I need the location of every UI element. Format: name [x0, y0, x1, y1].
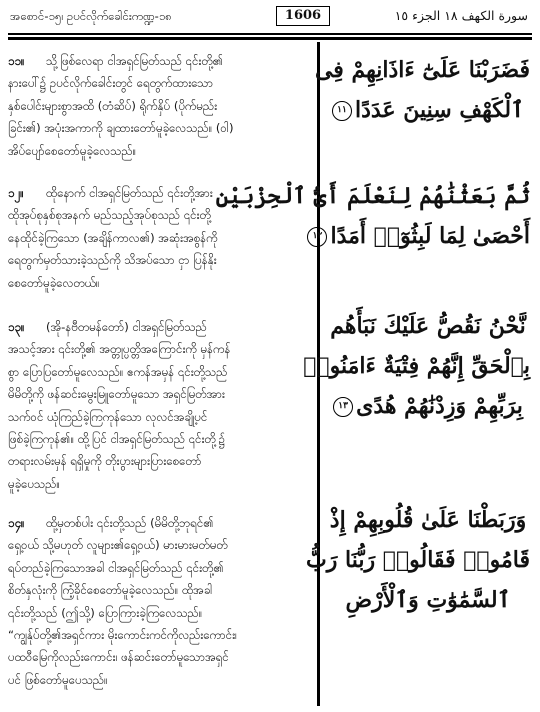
verse-12-text-1: ထိုနောက် ငါအရှင်မြတ်သည် ၎င်းတို့အား	[46, 186, 213, 200]
verse-14-line-3: ရပ်တည်ခဲ့ကြသောအခါ ငါအရှင်မြတ်သည် ၎င်းတို့၏	[8, 560, 224, 575]
verse-14-translation	[8, 512, 310, 691]
verse-14-text-1: ထို့မှတစ်ပါး ၎င်းတို့သည် (မိမိတို့ဘုရင်၏	[46, 516, 214, 530]
verse-12-line-3: နေထိုင်ခဲ့ကြသော (အချိန်ကာလ၏) အဆုံးအစွန်ကို	[8, 230, 218, 245]
verse-12-line-4: ရေတွက်မှတ်သားခဲ့သည်ကို သိအပ်သော ငှာ ပြန်နိုး	[8, 253, 217, 268]
verse-14-line-1	[8, 512, 310, 534]
verse-12-line-2: ထိုအုပ်စုနှစ်စုအနက် မည်သည့်အုပ်စုသည် ၎င်းတို့	[8, 208, 211, 223]
verse-11-line-2: နားပေါ်၌ ဥပင်လိုက်ခေါင်းတွင် ရေတွက်ထားသော	[8, 76, 214, 91]
verse-11-arabic-line-2	[326, 90, 530, 130]
verse-11-arabic	[314, 50, 530, 130]
verse-11-line-3: နှစ်ပေါင်းများစွာအထိ (တံဆိပ်) ရိုက်နှိပ် (ပိုက်မည်း	[8, 98, 218, 113]
verse-12-arabic-text-2: أَحْصَىٰ لِمَا لَبِثُوٓا۟ أَمَدًا	[330, 223, 530, 249]
verse-14-line-4: စိတ်နှလုံးကို ကြံ့ခိုင်စေတော်မူခဲ့လေသည်။ ထိုအခါ	[8, 583, 213, 598]
verse-11-translation	[8, 50, 310, 162]
header-chapter-info: အစောင်-၁၅၊ ဥပင်လိုက်ခေါင်းကဏ္ဍ-၁၈	[10, 9, 172, 23]
verse-12-arabic-line-2	[312, 216, 530, 256]
verse-11-text-1: သို့ဖြစ်လေရာ ငါအရှင်မြတ်သည် ၎င်းတို့၏	[46, 54, 224, 68]
ayah-marker-11: ١١	[332, 101, 352, 121]
verse-14-line-2: ရှေ့ဝယ် သို့မဟုတ် လူများ၏ရှေ့ဝယ်) မားမားမတ်မတ်	[8, 538, 228, 553]
verse-13-line-2: အသင့်အား ၎င်းတို့၏ အတ္တုပ္ပတ္တိအကြောင်းကို မှန်ကန်	[8, 342, 231, 357]
verse-11-arabic-line-1: فَضَرَبْنَا عَلَىٰٓ ءَاذَانِهِمْ فِى	[314, 57, 530, 83]
page-number: 1606	[276, 6, 330, 26]
header-rule-bottom	[8, 37, 532, 40]
verse-12-arabic	[215, 176, 530, 256]
verse-14-line-7: ပထဝီမြေကိုလည်းကောင်း၊ ဖန်ဆင်းတော်မူသောအရှင်	[8, 650, 229, 665]
verse-13-arabic-text-3: بِرَبِّهِمْ وَزِدْنَٰهُمْ هُدًى	[356, 393, 523, 419]
verse-13-line-7: တရားလမ်းမှန် ရရှိမှုကို တိုးပွားများပြားစေတော်	[8, 454, 202, 469]
ayah-marker-13: ١٣	[333, 397, 353, 417]
page-header	[8, 6, 532, 28]
verse-13-arabic	[303, 306, 530, 426]
verse-14-arabic-line-2: قَامُوا۟ فَقَالُوا۟ رَبُّنَا رَبُّ	[306, 547, 530, 573]
verse-13-arabic-line-1: نَّحْنُ نَقُصُّ عَلَيْكَ نَبَأَهُم	[330, 313, 526, 339]
verse-13-line-3: စွာ ပြောပြတော်မူလေသည်။ ဧကန်အမှန် ၎င်းတို့သည်	[8, 364, 228, 379]
verse-11-line-5: အိပ်ပျော်စေတော်မူခဲ့လေသည်။	[8, 143, 137, 158]
verse-14-number: ၁၄။	[8, 516, 25, 530]
verse-13-translation	[8, 316, 310, 495]
verse-13-line-1	[8, 316, 310, 338]
page	[8, 6, 532, 706]
verse-11-line-1	[8, 50, 310, 72]
verse-11-line-4: ခြင်း၏) အပုံးအကာကို ချထားတော်မူခဲ့လေသည်။ (ဝါ)	[8, 121, 234, 136]
verse-13-line-5: သက်ဝင် ယုံကြည်ခဲ့ကြကုန်သော လုလင်အချို့ပင်	[8, 409, 208, 424]
verse-13-arabic-line-3	[326, 386, 530, 426]
verse-14-line-6: “ကျွန်ုပ်တို့၏အရှင်ကား မိုးကောင်းကင်ကိုလည်းကောင်း၊	[8, 628, 237, 643]
verse-11-number: ၁၁။	[8, 54, 25, 68]
verse-13-text-1: (အို-နဗီတမန်တော်) ငါအရှင်မြတ်သည်	[46, 320, 207, 334]
verse-11-arabic-text-2: ٱلْكَهْفِ سِنِينَ عَدَدًا	[354, 97, 525, 123]
verse-14-arabic-line-3: ٱلسَّمَٰوَٰتِ وَٱلْأَرْضِ	[345, 587, 511, 613]
header-surah-juz: سورة الكهف ١٨ الجزء ١٥	[394, 8, 528, 23]
ayah-marker-12: ١٢	[307, 227, 327, 247]
verse-14-arabic-line-1: وَرَبَطْنَا عَلَىٰ قُلُوبِهِمْ إِذْ	[329, 507, 527, 533]
verse-12-arabic-line-1: ثُمَّ بَعَثْنَٰهُمْ لِنَعْلَمَ أَىُّ ٱلْحِزْبَيْنِ	[215, 183, 530, 209]
verse-13-line-8: မူခဲ့ပေသည်။	[8, 476, 60, 491]
verse-13-arabic-line-2: بِٱلْحَقِّ إِنَّهُمْ فِتْيَةٌ ءَامَنُوا۟	[303, 353, 530, 379]
verse-13-line-4: မိမိတို့ကို ဖန်ဆင်းမွေးမြူတော်မူသော အရှင်မြတ်အား	[8, 387, 225, 402]
verse-14-line-5: ၎င်းတို့သည် (ဤသို့) ပြောကြားခဲ့ကြလေသည်။	[8, 605, 203, 620]
header-rule-top	[8, 33, 532, 35]
verse-13-number: ၁၃။	[8, 320, 25, 334]
verse-13-line-6: ဖြစ်ခဲ့ကြကုန်၏။ ထို့ပြင် ငါအရှင်မြတ်သည် ၎င်းတို့၌	[8, 432, 226, 447]
verse-14-arabic	[306, 500, 530, 620]
verse-14-line-8: ပင် ဖြစ်တော်မူပေသည်။	[8, 672, 108, 687]
verse-12-line-5: စေတော်မူခဲ့လေတယ်။	[8, 275, 100, 290]
verse-12-number: ၁၂။	[8, 186, 24, 200]
